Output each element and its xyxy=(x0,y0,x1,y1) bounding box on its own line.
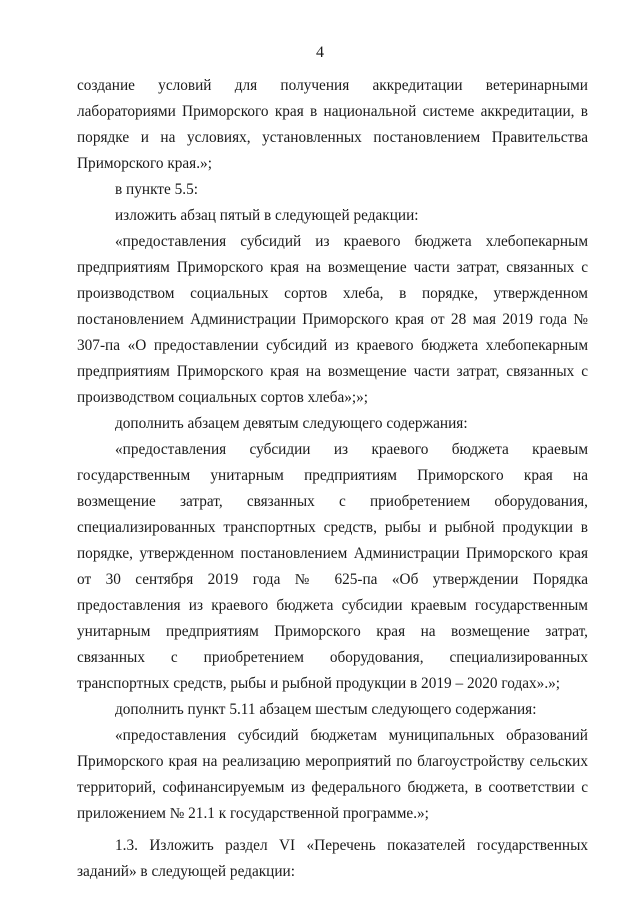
paragraph-add-ninth-abzac: дополнить абзацем девятым следующего содержания: xyxy=(115,415,468,432)
paragraph-bakery-subsidies: «предоставления субсидий из краевого бюджета хлебопекарным предприятиям Приморского края на возмещение части затрат, связанных с производством социальных сортов хлеба, в порядке, утвержденном постановлением Администрации Приморского края от 28 мая 2019 года № 307-па «О предоставлении субсидий из краевого бюджета хлебопекарным предприятиям Приморского края на возмещение части затрат, связанных с производством социальных сортов хлеба»;»; xyxy=(77,233,588,406)
document-body xyxy=(77,73,588,885)
paragraph-rural-territories: «предоставления субсидий бюджетам муниципальных образований Приморского края на реализацию мероприятий по благоустройству сельских территорий, софинансируемым из федерального бюджета, в соответствии с приложением № 21.1 к государственной программе.»; xyxy=(77,727,588,822)
paragraph-state-unitary-enterprises: «предоставления субсидии из краевого бюджета краевым государственным унитарным предприятиям Приморского края на возмещение затрат, связанных с приобретением оборудования, специализированных транспортных средств, рыбы и рыбной продукции в порядке, утвержденном постановлением Администрации Приморского края от 30 сентября 2019 года № 625-па «Об утверждении Порядка предоставления из краевого бюджета субсидии краевым государственным унитарным предприятиям Приморского края на возмещение затрат, связанных с приобретением оборудования, специализированных транспортных средств, рыбы и рыбной продукции в 2019 – 2020 годах».»; xyxy=(77,441,588,692)
page-number: 4 xyxy=(316,44,324,61)
paragraph-continuation: создание условий для получения аккредитации ветеринарными лабораториями Приморского края в национальной системе аккредитации, в порядке и на условиях, установленных постановлением Правительства Приморского края.»; xyxy=(77,77,588,172)
paragraph-amend-fifth-abzac: изложить абзац пятый в следующей редакции: xyxy=(115,207,419,224)
paragraph-section-vi: 1.3. Изложить раздел VI «Перечень показателей государственных заданий» в следующей редакции: xyxy=(77,837,588,880)
paragraph-add-point-5-11: дополнить пункт 5.11 абзацем шестым следующего содержания: xyxy=(115,701,537,718)
paragraph-point-5-5: в пункте 5.5: xyxy=(115,181,198,198)
